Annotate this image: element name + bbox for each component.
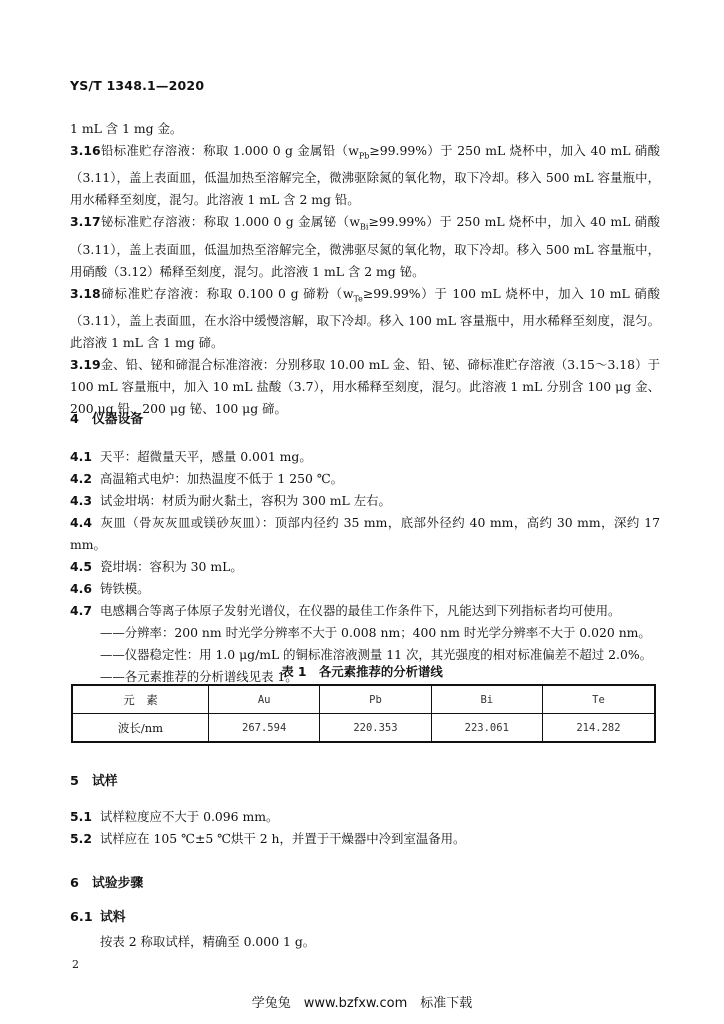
item-text: 高温箱式电炉：加热温度不低于 1 250 ℃。 bbox=[100, 471, 344, 486]
clause-text: 铅标准贮存溶液：称取 1.000 0 g 金属铅（w bbox=[100, 143, 359, 158]
table-1-caption: 表 1 各元素推荐的分析谱线 bbox=[281, 664, 443, 679]
clause-number: 3.17 bbox=[70, 214, 101, 230]
wavelength-au: 267.594 bbox=[209, 714, 320, 743]
section-6-heading bbox=[70, 872, 143, 891]
clauses-3-block bbox=[70, 118, 660, 420]
clause-3-19 bbox=[70, 354, 660, 420]
clause-3-18 bbox=[70, 283, 660, 354]
section-5-items bbox=[70, 806, 660, 850]
item-text: 灰皿（骨灰灰皿或镁砂灰皿）：顶部内径约 35 mm，底部外径约 40 mm，高约 30 mm，深约 17 mm。 bbox=[70, 515, 660, 552]
standard-code: YS/T 1348.1—2020 bbox=[70, 78, 205, 93]
section-number: 4 bbox=[70, 412, 79, 427]
element-te: Te bbox=[542, 685, 655, 714]
sampling-instruction: 按表 2 称取试样，精确至 0.000 1 g。 bbox=[100, 934, 316, 949]
table-row-label: 波长/nm bbox=[72, 714, 209, 743]
element-au: Au bbox=[209, 685, 320, 714]
section-number: 6 bbox=[70, 876, 79, 891]
subscript: Pb bbox=[358, 151, 370, 161]
wavelength-bi: 223.061 bbox=[431, 714, 542, 743]
item-number: 5.1 bbox=[70, 809, 92, 824]
item-number: 4.3 bbox=[70, 493, 92, 508]
item-text: 电感耦合等离子体原子发射光谱仪，在仪器的最佳工作条件下，凡能达到下列指标者均可使用。 bbox=[100, 603, 621, 618]
clause-text: ≥99.99%）于 250 mL 烧杯中，加入 40 mL 硝酸（3.11），盖上表面皿，低温加热至溶解完全，微沸驱除氮的氧化物，取下冷却。移入 500 mL 容量瓶中，用水稀释至刻度，混匀。此溶液 1 mL 含 2 mg 铅。 bbox=[70, 143, 660, 208]
dash-item-stability: ——仪器稳定性：用 1.0 μg/mL 的铜标准溶液测量 11 次，其光强度的相对标准偏差不超过 2.0%。 bbox=[100, 647, 652, 662]
subsection-6-1-heading bbox=[70, 906, 126, 925]
item-text: 瓷坩埚：容积为 30 mL。 bbox=[100, 559, 243, 574]
clause-number: 3.18 bbox=[70, 285, 101, 301]
subsection-title: 试料 bbox=[100, 910, 126, 925]
item-text: 天平：超微量天平，感量 0.001 mg。 bbox=[100, 449, 312, 464]
clause-text: 碲标准贮存溶液：称取 0.100 0 g 碲粉（w bbox=[100, 285, 354, 301]
table-row bbox=[72, 685, 655, 714]
item-text: 试样应在 105 ℃±5 ℃烘干 2 h，并置于干燥器中冷到室温备用。 bbox=[100, 831, 466, 846]
table-header-cell: 元 素 bbox=[72, 685, 209, 714]
footer-watermark: 学兔兔 www.bzfxw.com 标准下载 bbox=[251, 996, 473, 1011]
clause-text: ≥99.99%）于 100 mL 烧杯中，加入 10 mL 硝酸（3.11），盖上表面皿，在水浴中缓慢溶解，取下冷却。移入 100 mL 容量瓶中，用水稀释至刻度，混匀。此溶液 1 mL 含 1 mg 碲。 bbox=[70, 285, 660, 351]
section-title: 试样 bbox=[92, 774, 118, 789]
section-title: 试验步骤 bbox=[92, 876, 144, 891]
item-number: 4.4 bbox=[70, 515, 92, 530]
element-pb: Pb bbox=[320, 685, 431, 714]
item-number: 4.2 bbox=[70, 471, 92, 486]
table-row bbox=[72, 714, 655, 743]
clause-number: 3.16 bbox=[70, 143, 101, 158]
item-4-4 bbox=[70, 512, 660, 556]
item-text: 铸铁模。 bbox=[100, 581, 150, 596]
wavelength-te: 214.282 bbox=[542, 714, 655, 743]
clause-number: 3.19 bbox=[70, 357, 101, 373]
item-4-3 bbox=[70, 490, 660, 512]
item-text: 试样粒度应不大于 0.096 mm。 bbox=[100, 809, 279, 824]
page-number: 2 bbox=[72, 958, 79, 971]
wavelength-pb: 220.353 bbox=[320, 714, 431, 743]
clause-3-15-continuation: 1 mL 含 1 mg 金。 bbox=[70, 121, 183, 136]
item-5-2 bbox=[70, 828, 660, 850]
section-4-heading bbox=[70, 408, 143, 427]
item-4-7 bbox=[70, 600, 660, 622]
element-bi: Bi bbox=[431, 685, 542, 714]
clause-3-17 bbox=[70, 211, 660, 282]
subsection-6-1-body bbox=[70, 931, 660, 953]
dash-item-lines: ——各元素推荐的分析谱线见表 1。 bbox=[100, 669, 298, 684]
clause-text: ≥99.99%）于 250 mL 烧杯中，加入 40 mL 硝酸（3.11），盖上表面皿，低温加热至溶解完全，微沸驱尽氮的氧化物，取下冷却。移入 500 mL 容量瓶中，用硝酸（3.12）稀释至刻度，混匀。此溶液 1 mL 含 2 mg 铋。 bbox=[70, 214, 660, 279]
item-4-1 bbox=[70, 446, 660, 468]
section-5-heading bbox=[70, 770, 118, 789]
table-1 bbox=[71, 684, 656, 743]
dash-item-resolution: ——分辨率：200 nm 时光学分辨率不大于 0.008 nm；400 nm 时光学分辨率不大于 0.020 nm。 bbox=[100, 625, 651, 640]
section-4-items bbox=[70, 446, 660, 688]
item-number: 4.1 bbox=[70, 449, 92, 464]
item-5-1 bbox=[70, 806, 660, 828]
clause-text: 金、铅、铋和碲混合标准溶液：分别移取 10.00 mL 金、铅、铋、碲标准贮存溶液（3.15～3.18）于 100 mL 容量瓶中，加入 10 mL 盐酸（3.7），用水稀释至刻度，混匀。此溶液 1 mL 分别含 100 μg 金、200 μg 铅、200 μg 铋、100 μg 碲。 bbox=[70, 357, 660, 417]
item-number: 5.2 bbox=[70, 831, 92, 846]
item-number: 4.6 bbox=[70, 581, 92, 596]
item-text: 试金坩埚：材质为耐火黏土，容积为 300 mL 左右。 bbox=[100, 493, 391, 508]
item-number: 4.5 bbox=[70, 559, 92, 574]
item-number: 4.7 bbox=[70, 603, 92, 618]
clause-text: 铋标准贮存溶液：称取 1.000 0 g 金属铋（w bbox=[100, 214, 361, 230]
subscript: Te bbox=[353, 294, 363, 304]
subsection-number: 6.1 bbox=[70, 910, 93, 925]
item-4-6 bbox=[70, 578, 660, 600]
clause-3-16 bbox=[70, 140, 660, 211]
item-4-5 bbox=[70, 556, 660, 578]
section-title: 仪器设备 bbox=[92, 412, 144, 427]
item-4-2 bbox=[70, 468, 660, 490]
section-number: 5 bbox=[70, 774, 79, 789]
subscript: Bi bbox=[360, 222, 369, 232]
